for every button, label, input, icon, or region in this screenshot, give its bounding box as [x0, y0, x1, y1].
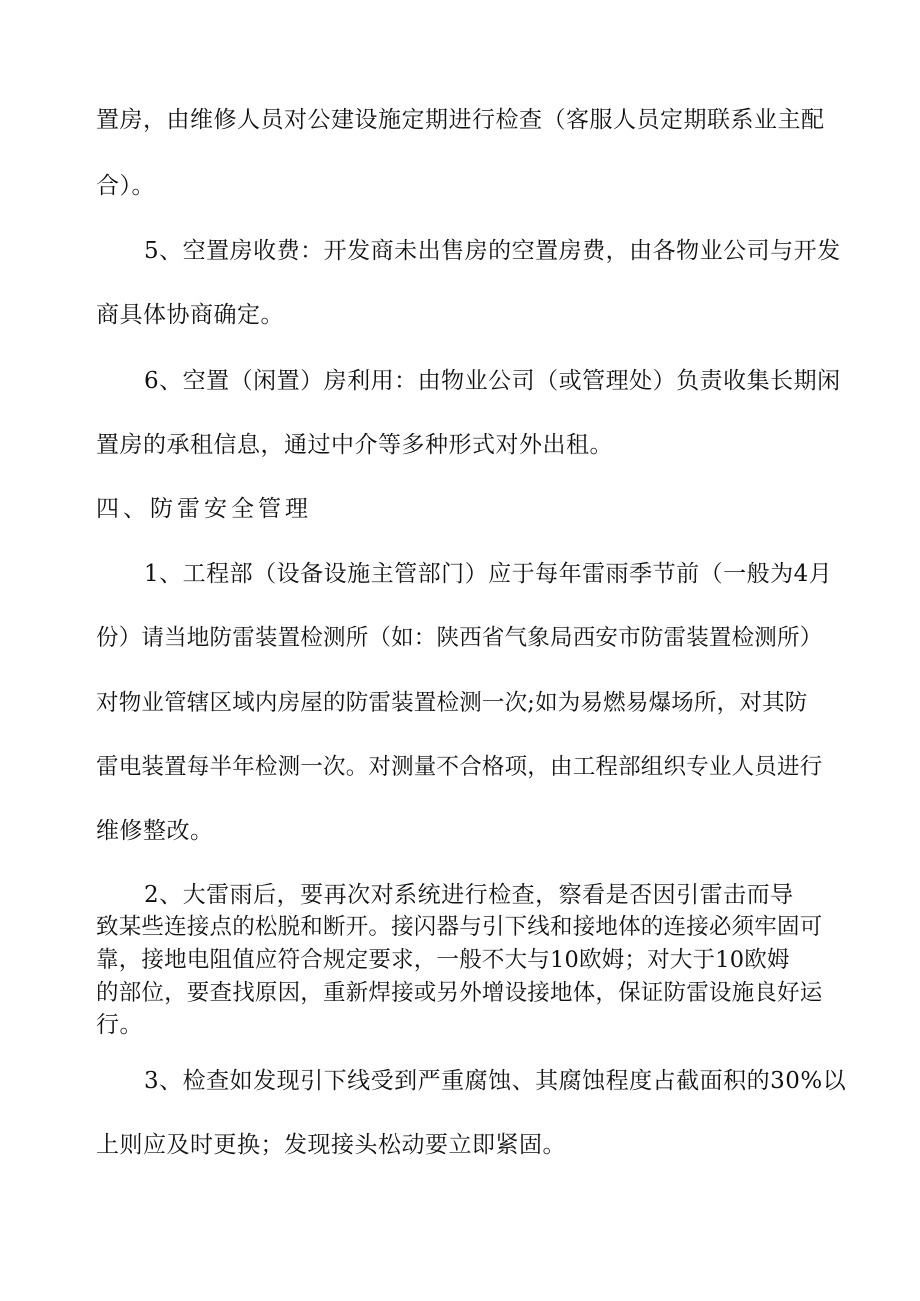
text-line: 雷电装置每半年检测一次。对测量不合格项，由工程部组织专业人员进行	[96, 754, 823, 780]
text-line: 对物业管辖区域内房屋的防雷装置检测一次;如为易燃易爆场所，对其防	[96, 690, 808, 716]
text-line: 置房，由维修人员对公建设施定期进行检查（客服人员定期联系业主配	[96, 107, 825, 133]
text-line: 份）请当地防雷装置检测所（如：陕西省气象局西安市防雷装置检测所）	[96, 625, 823, 651]
text-line: 合）。	[96, 173, 155, 199]
text-line: 致某些连接点的松脱和断开。接闪器与引下线和接地体的连接必须牢固可	[96, 914, 823, 940]
text-line: 的部位，要查找原因，重新焊接或另外增设接地体，保证防雷设施良好运	[96, 980, 823, 1006]
text-line: 置房的承租信息，通过中介等多种形式对外出租。	[96, 432, 613, 458]
text-line: 商具体协商确定。	[96, 302, 284, 328]
section-heading: 四、防雷安全管理	[96, 496, 312, 522]
text-line: 维修整改。	[96, 818, 214, 844]
paragraph-1-line: 1、工程部（设备设施主管部门）应于每年雷雨季节前（一般为4月	[144, 561, 833, 587]
text-line: 行。	[96, 1012, 143, 1038]
text-line: 上则应及时更换；发现接头松动要立即紧固。	[96, 1132, 566, 1158]
text-line: 靠，接地电阻值应符合规定要求，一般不大与10欧姆；对大于10欧姆	[96, 947, 790, 973]
paragraph-6-line: 6、空置（闲置）房利用：由物业公司（或管理处）负责收集长期闲	[144, 368, 841, 394]
paragraph-2-line: 2、大雷雨后，要再次对系统进行检查，察看是否因引雷击而导	[144, 882, 794, 908]
paragraph-5-line: 5、空置房收费：开发商未出售房的空置房费，由各物业公司与开发	[144, 238, 841, 264]
paragraph-3-line: 3、检查如发现引下线受到严重腐蚀、其腐蚀程度占截面积的30%以	[144, 1068, 847, 1094]
